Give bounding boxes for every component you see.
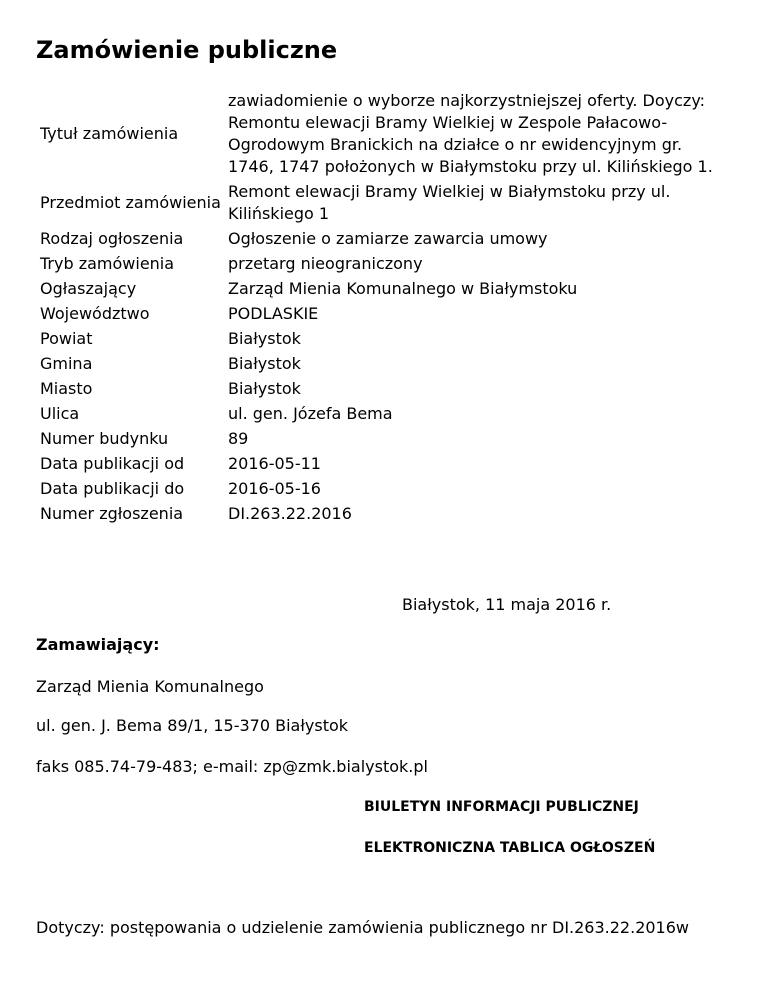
detail-label: Ogłaszający [40, 279, 137, 298]
detail-value: przetarg nieograniczony [228, 254, 423, 273]
detail-row-procedure [36, 252, 736, 277]
detail-label: Ulica [40, 404, 80, 423]
detail-label: Data publikacji do [40, 479, 185, 498]
detail-value: Białystok [228, 329, 301, 348]
detail-row-title [36, 89, 736, 180]
detail-row-announcer [36, 277, 736, 302]
detail-value: Remont elewacji Bramy Wielkiej w Białymstoku przy ul. Kilińskiego 1 [228, 182, 671, 223]
contracting-authority-contact: faks 085.74-79-483; e-mail: zp@zmk.bialystok.pl [36, 757, 428, 776]
detail-label: Data publikacji od [40, 454, 185, 473]
letter-regarding-line: Dotyczy: postępowania o udzielenie zamówienia publicznego nr DI.263.22.2016w [36, 918, 689, 937]
notice-board-heading: ELEKTRONICZNA TABLICA OGŁOSZEŃ [364, 840, 656, 856]
detail-value: 89 [228, 429, 249, 448]
detail-label: Rodzaj ogłoszenia [40, 229, 184, 248]
detail-value: Zarząd Mienia Komunalnego w Białymstoku [228, 279, 578, 298]
detail-value: PODLASKIE [228, 304, 319, 323]
detail-value: DI.263.22.2016 [228, 504, 352, 523]
detail-label: Przedmiot zamówienia [40, 193, 221, 212]
contracting-authority-name: Zarząd Mienia Komunalnego [36, 677, 264, 696]
detail-row-county [36, 327, 736, 352]
detail-value: Białystok [228, 379, 301, 398]
details-table [36, 89, 736, 527]
detail-row-street [36, 402, 736, 427]
detail-value: 2016-05-11 [228, 454, 321, 473]
detail-row-voivodeship [36, 302, 736, 327]
letter-city-date: Białystok, 11 maja 2016 r. [402, 595, 612, 614]
detail-row-commune [36, 352, 736, 377]
bulletin-heading: BIULETYN INFORMACJI PUBLICZNEJ [364, 799, 639, 815]
contracting-authority-heading: Zamawiający: [36, 635, 160, 654]
detail-value: Białystok [228, 354, 301, 373]
detail-row-published-to [36, 477, 736, 502]
detail-value: zawiadomienie o wyborze najkorzystniejszej oferty. Doyczy: Remontu elewacji Bramy Wielkiej w Zespole Pałacowo-Ogrodowym Branickich na działce o nr ewidencyjnym gr. 1746, 1747 położonych w Białymstoku przy ul. Kilińskiego 1. [228, 91, 713, 176]
detail-value: Ogłoszenie o zamiarze zawarcia umowy [228, 229, 548, 248]
detail-row-published-from [36, 452, 736, 477]
contracting-authority-address: ul. gen. J. Bema 89/1, 15-370 Białystok [36, 716, 349, 735]
detail-label: Powiat [40, 329, 93, 348]
detail-label: Gmina [40, 354, 93, 373]
detail-label: Numer zgłoszenia [40, 504, 184, 523]
detail-label: Tytuł zamówienia [40, 124, 179, 143]
detail-row-notice-type [36, 227, 736, 252]
detail-row-subject [36, 180, 736, 227]
detail-label: Miasto [40, 379, 93, 398]
detail-row-notice-number [36, 502, 736, 527]
detail-value: 2016-05-16 [228, 479, 321, 498]
detail-label: Województwo [40, 304, 150, 323]
detail-row-city [36, 377, 736, 402]
detail-value: ul. gen. Józefa Bema [228, 404, 393, 423]
page-title: Zamówienie publiczne [36, 36, 338, 64]
detail-label: Tryb zamówienia [40, 254, 175, 273]
detail-label: Numer budynku [40, 429, 169, 448]
detail-row-building-number [36, 427, 736, 452]
